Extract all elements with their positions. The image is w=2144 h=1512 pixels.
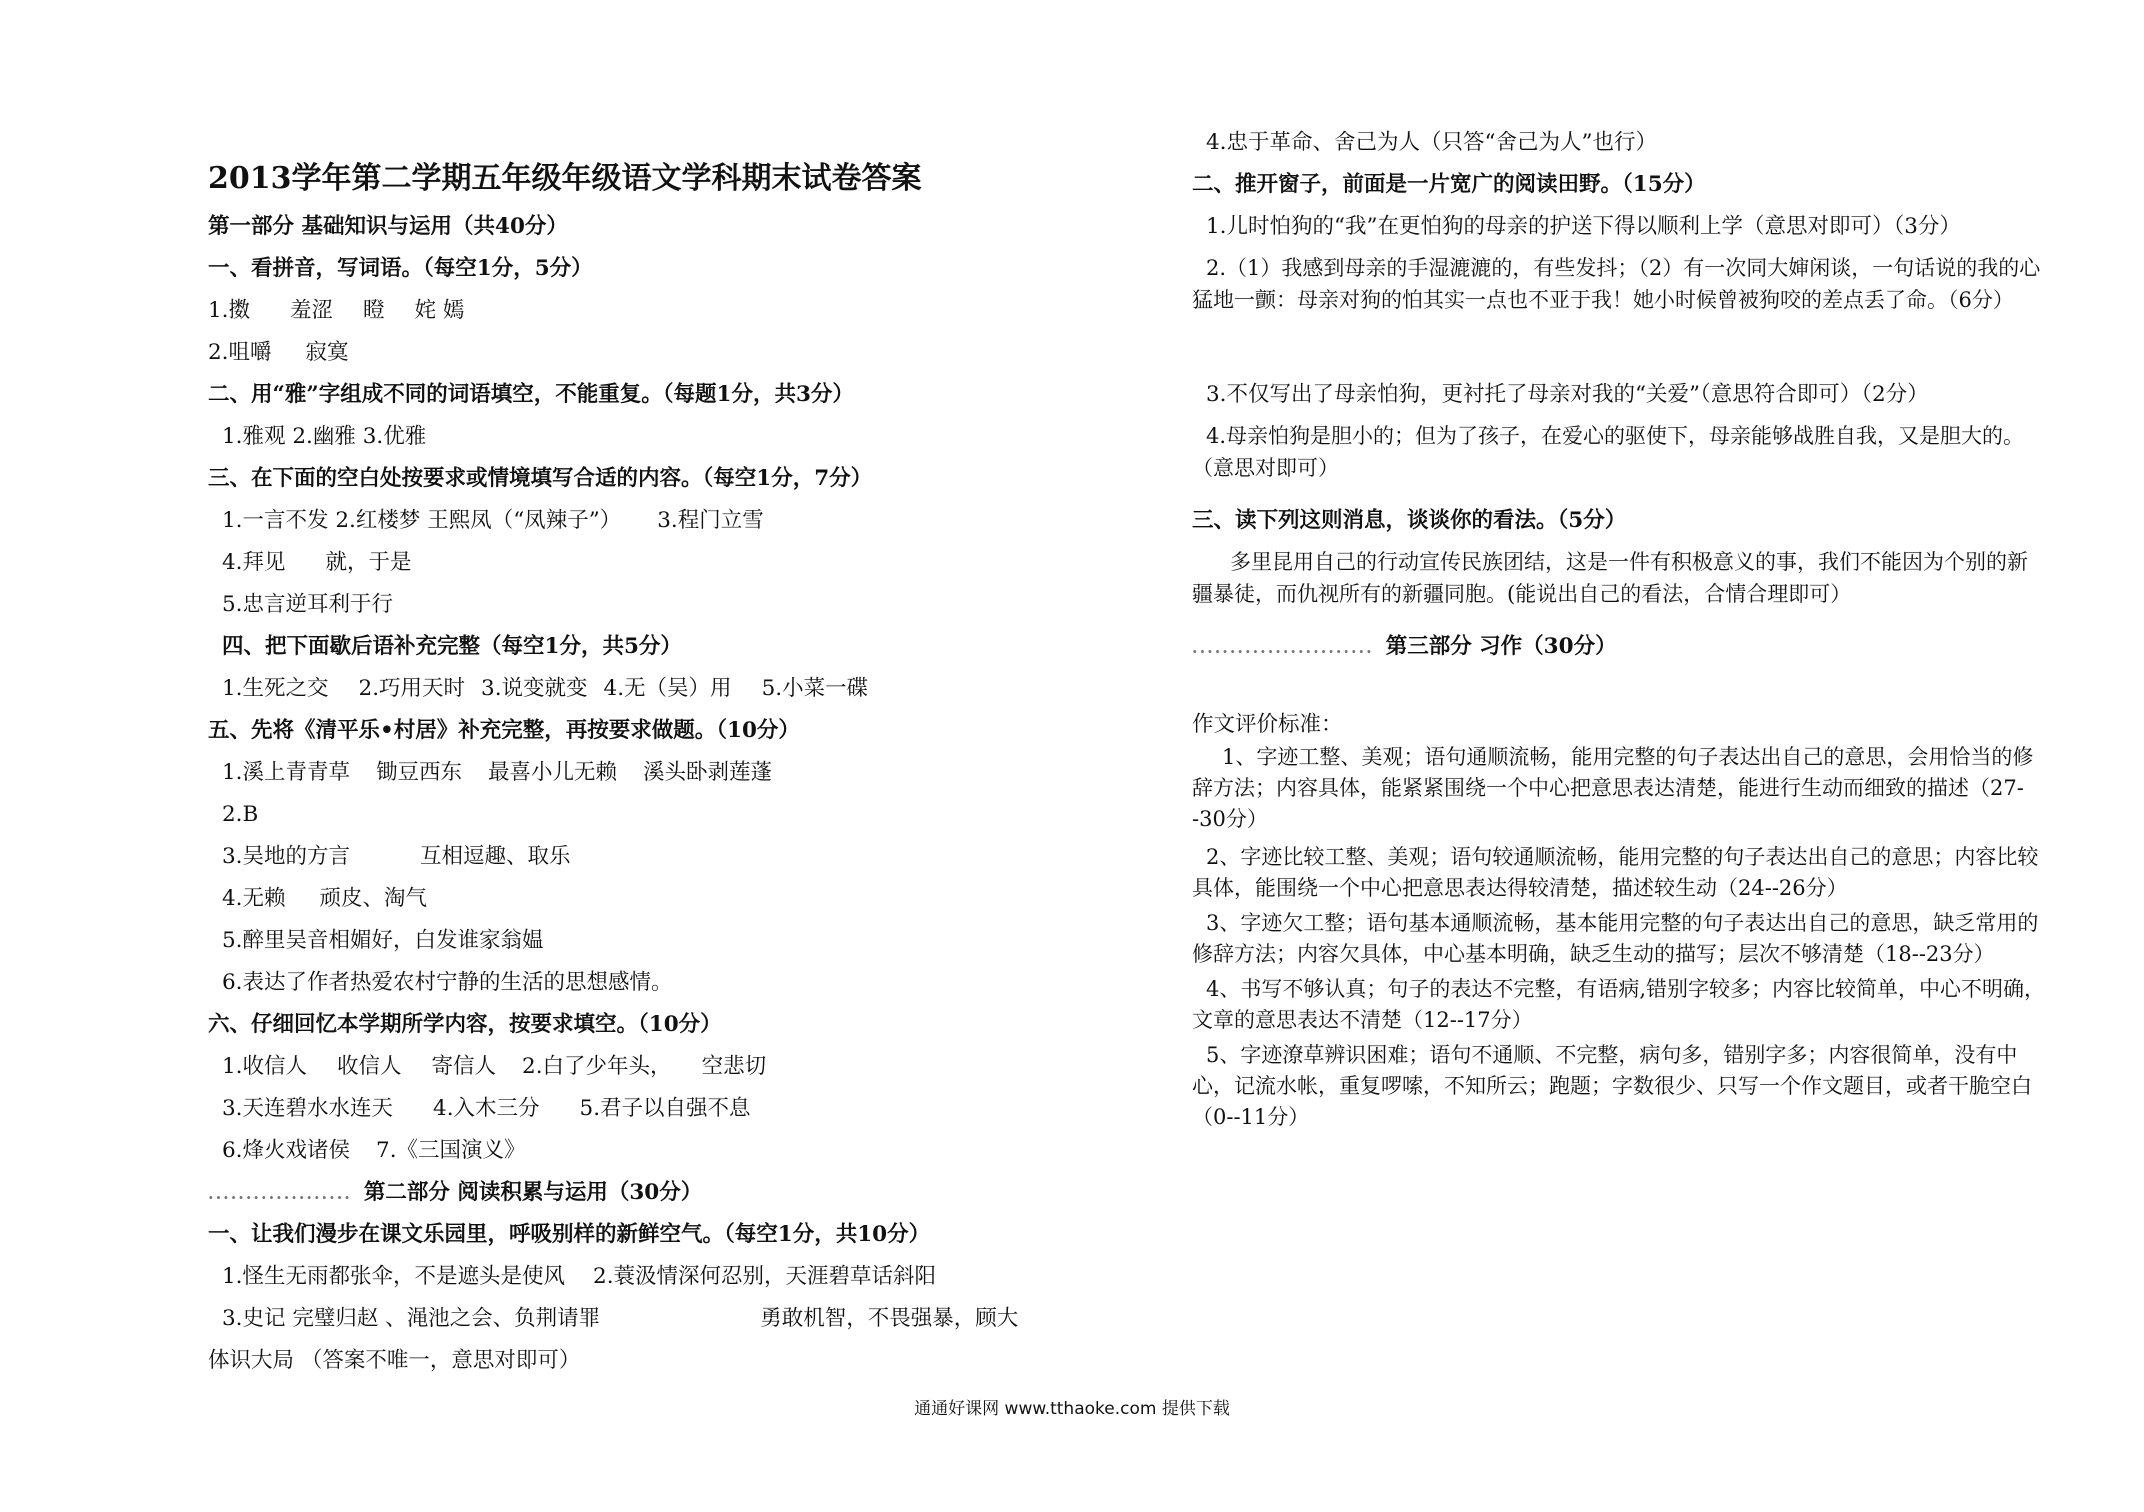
part1-heading: 第一部分 基础知识与运用（共40分）: [208, 214, 568, 239]
answer: 寂寞: [305, 340, 349, 365]
p1-s5-heading: 五、先将《清平乐•村居》补充完整，再按要求做题。（10分）: [208, 718, 800, 743]
answer: 1.生死之交: [222, 676, 329, 701]
p1-s3-line1: [208, 506, 764, 536]
answer: 锄豆西东: [376, 760, 463, 785]
answer: 1.溪上青青草: [222, 760, 351, 785]
answer: 4.无赖: [222, 886, 286, 911]
answer: 5.君子以自强不息: [579, 1096, 751, 1121]
criterion-5: 5、字迹潦草辨识困难；语句不通顺、不完整，病句多，错别字多；内容很简单，没有中心，记流水帐，重复啰嗦，不知所云；跑题；字数很少、只写一个作文题目，或者干脆空白（0--11分）: [1192, 1043, 2032, 1129]
p1-s2-line1: 1.雅观 2.幽雅 3.优雅: [222, 424, 427, 449]
p2-s3-para1: 多里昆用自己的行动宣传民族团结，这是一件有积极意义的事，我们不能因为个别的新疆暴徒，而仇视所有的新疆同胞。(能说出自己的看法，合情合理即可）: [1192, 550, 2028, 606]
p2-s2-line3: 3.不仅写出了母亲怕狗，更衬托了母亲对我的“关爱”（意思符合即可）（2分）: [1206, 382, 1929, 407]
p1-s5-line5: 5.醉里吴音相媚好，白发谁家翁媪: [222, 928, 544, 953]
leader-dots: ...................: [208, 1184, 352, 1203]
answer: 溪头卧剥莲蓬: [643, 760, 773, 785]
answer: 2.巧用天时: [358, 676, 466, 701]
answer: 4.入木三分: [433, 1096, 540, 1121]
p1-s5-line3: [208, 842, 571, 872]
part2-heading-row: [208, 1178, 702, 1209]
answer: 1.怪生无雨都张伞，不是遮头是使风: [222, 1264, 566, 1289]
answer: 3.天连碧水水连天: [222, 1096, 394, 1121]
criterion-1: 1、字迹工整、美观；语句通顺流畅，能用完整的句子表达出自己的意思，会用恰当的修辞方法；内容具体，能紧紧围绕一个中心把意思表达清楚，能进行生动而细致的描述（27--30分）: [1192, 745, 2034, 831]
p1-s6-heading: 六、仔细回忆本学期所学内容，按要求填空。（10分）: [208, 1012, 722, 1037]
part3-heading-row: [1192, 632, 1617, 663]
p1-s6-line1: [208, 1052, 766, 1082]
part3-heading: 第三部分 习作（30分）: [1385, 634, 1617, 659]
answer: 2.蓑汲情深何忍别，天涯碧草话斜阳: [593, 1264, 937, 1289]
p1-s3-line2: [208, 548, 412, 578]
p1-s6-line2: [208, 1094, 751, 1124]
criteria-title: 作文评价标准：: [1192, 712, 1343, 737]
footer-credit: 通通好课网 www.tthaoke.com 提供下载: [914, 1399, 1230, 1419]
p1-s1-line2: [208, 338, 349, 368]
answer: 2.白了少年头，: [522, 1054, 672, 1079]
answer: 3.程门立雪: [657, 508, 764, 533]
p2-s2-para2: 2.（1）我感到母亲的手湿漉漉的，有些发抖；（2）有一次同大婶闲谈，一句话说的我的心猛地一颤：母亲对狗的怕其实一点也不亚于我！她小时候曾被狗咬的差点丢了命。（6分）: [1192, 256, 2041, 312]
answer: 姹 嫣: [414, 298, 465, 323]
answer: 顽皮、淘气: [319, 886, 428, 911]
answer: 收信人: [337, 1054, 402, 1079]
answer: 3.史记 完璧归赵 、渑池之会、负荆请罪: [222, 1306, 601, 1331]
answer: 3.吴地的方言: [222, 844, 351, 869]
answer: 1.一言不发 2.红楼梦 王熙凤（“凤辣子”）: [222, 508, 622, 533]
answer: 羞涩: [290, 298, 334, 323]
answer: 1.擞: [208, 298, 251, 323]
p1-s3-heading: 三、在下面的空白处按要求或情境填写合适的内容。（每空1分，7分）: [208, 466, 873, 491]
p1-s5-line2: 2.B: [222, 802, 259, 827]
p2-s1-line2: [208, 1304, 1018, 1334]
p2-s1-line1: [208, 1262, 936, 1292]
p1-s5-line4: [208, 884, 427, 914]
p1-s4-heading: 四、把下面歇后语补充完整（每空1分，共5分）: [222, 634, 682, 659]
answer: 勇敢机智，不畏强暴，顾大: [760, 1306, 1019, 1331]
p2-s3-heading: 三、读下列这则消息，谈谈你的看法。（5分）: [1192, 508, 1627, 533]
answer: 瞪: [363, 298, 385, 323]
answer: 4.无（吴）用: [603, 676, 732, 701]
answer: 3.说变就变: [481, 676, 588, 701]
answer: 4.拜见: [222, 550, 286, 575]
answer: 2.咀嚼: [208, 340, 272, 365]
answer: 就，于是: [325, 550, 412, 575]
criterion-3: 3、字迹欠工整；语句基本通顺流畅，基本能用完整的句子表达出自己的意思，缺乏常用的修辞方法；内容欠具体，中心基本明确，缺乏生动的描写；层次不够清楚（18--23分）: [1192, 911, 2039, 966]
p2-s1-heading: 一、让我们漫步在课文乐园里，呼吸别样的新鲜空气。（每空1分，共10分）: [208, 1222, 931, 1247]
leader-dots: ........................: [1192, 638, 1374, 657]
p2-s2-line1: 1.儿时怕狗的“我”在更怕狗的母亲的护送下得以顺利上学（意思对即可）（3分）: [1206, 214, 1961, 239]
p1-s5-line6: 6.表达了作者热爱农村宁静的生活的思想感情。: [222, 970, 673, 995]
p2-s1-line3: 体识大局 （答案不唯一，意思对即可）: [208, 1348, 581, 1373]
p1-s3-line3: 5.忠言逆耳利于行: [222, 592, 394, 617]
p1-s6-line3: [208, 1136, 526, 1166]
p2-s2-heading: 二、推开窗子，前面是一片宽广的阅读田野。（15分）: [1192, 172, 1706, 197]
p2-s1-line4: 4.忠于革命、舍己为人（只答“舍己为人”也行）: [1206, 130, 1657, 155]
p1-s1-line1: [208, 296, 464, 326]
p2-s2-para4: 4.母亲怕狗是胆小的；但为了孩子，在爱心的驱使下，母亲能够战胜自我，又是胆大的。（意思对即可）: [1192, 424, 2025, 480]
criterion-4: 4、书写不够认真；句子的表达不完整，有语病,错别字较多；内容比较简单，中心不明确，文章的意思表达不清楚（12--17分）: [1192, 977, 2046, 1032]
answer: 最喜小儿无赖: [488, 760, 618, 785]
page-title: 2013学年第二学期五年级年级语文学科期末试卷答案: [208, 161, 922, 196]
answer: 5.小菜一碟: [761, 676, 869, 701]
p1-s4-line1: [208, 674, 868, 704]
answer: 7.《三国演义》: [376, 1138, 526, 1163]
p1-s1-heading: 一、看拼音，写词语。（每空1分，5分）: [208, 256, 593, 281]
answer: 1.收信人: [222, 1054, 308, 1079]
answer: 空悲切: [701, 1054, 767, 1079]
p1-s5-line1: [208, 758, 772, 788]
p1-s2-heading: 二、用“雅”字组成不同的词语填空，不能重复。（每题1分，共3分）: [208, 382, 854, 407]
part2-heading: 第二部分 阅读积累与运用（30分）: [363, 1180, 703, 1205]
answer: 6.烽火戏诸侯: [222, 1138, 351, 1163]
answer: 寄信人: [431, 1054, 497, 1079]
answer: 互相逗趣、取乐: [420, 844, 571, 869]
criterion-2: 2、字迹比较工整、美观；语句较通顺流畅，能用完整的句子表达出自己的意思；内容比较具体，能围绕一个中心把意思表达得较清楚，描述较生动（24--26分）: [1192, 845, 2039, 900]
